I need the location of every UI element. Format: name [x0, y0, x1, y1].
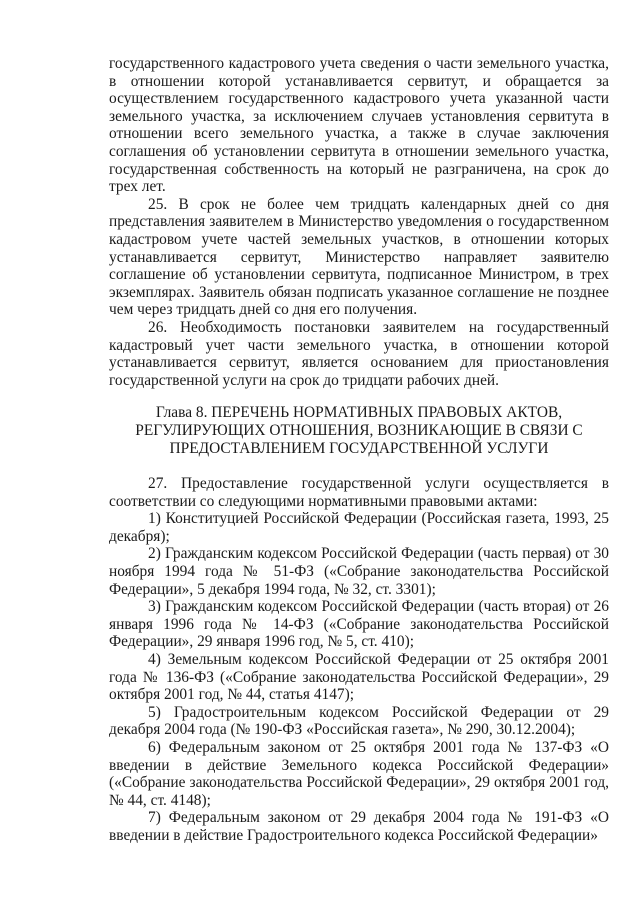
paragraph-26: 26. Необходимость постановки заявителем на государственный кадастровый учет части земельного участка, в отношении которой устанавливается сервитут, является основанием для приостановления государственной услуги на срок до тридцати рабочих дней.: [109, 318, 609, 389]
legal-act-item: 4) Земельным кодексом Российской Федерации от 25 октября 2001 года № 136-ФЗ («Собрание законодательства Российской Федерации», 29 октября 2001 год, № 44, статья 4147);: [109, 650, 609, 704]
continued-paragraph: государственного кадастрового учета сведения о части земельного участка, в отношении которой устанавливается сервитут, и обращается за осуществлением государственного кадастрового учета указанной части земельного участка, за исключением случаев установления сервитута в отношении всего земельного участка, а также в случае заключения соглашения об установлении сервитута в отношении земельного участка, государственная собственность на который не разграничена, на срок до трех лет.: [109, 55, 609, 196]
legal-act-item: 6) Федеральным законом от 25 октября 2001 года № 137-ФЗ «О введении в действие Земельного кодекса Российской Федерации» («Собрание законодательства Российской Федерации», 29 октября 2001 год, № 44, ст. 4148);: [109, 738, 609, 809]
heading-line: Глава 8. ПЕРЕЧЕНЬ НОРМАТИВНЫХ ПРАВОВЫХ АКТОВ,: [155, 404, 563, 421]
legal-act-item: 2) Гражданским кодексом Российской Федерации (часть первая) от 30 ноября 1994 года № 51-ФЗ («Собрание законодательства Российской Федерации», 5 декабря 1994 года, № 32, ст. 3301);: [109, 545, 609, 598]
paragraph-25: 25. В срок не более чем тридцать календарных дней со дня представления заявителем в Министерство уведомления о государственном кадастровом учете частей земельных участков, в отношении которых устанавливается сервитут, Министерство направляет заявителю соглашение об установлении сервитута, подписанное Министром, в трех экземплярах. Заявитель обязан подписать указанное соглашение не позднее чем через тридцать дней со дня его получения.: [109, 195, 609, 319]
chapter-8-heading: [109, 404, 609, 458]
paragraph-27: 27. Предоставление государственной услуги осуществляется в соответствии со следующими нормативными правовыми актами:: [109, 475, 609, 510]
legal-act-item: 1) Конституцией Российской Федерации (Российская газета, 1993, 25 декабря);: [109, 510, 609, 545]
heading-line: ПРЕДОСТАВЛЕНИЕМ ГОСУДАРСТВЕННОЙ УСЛУГИ: [169, 440, 549, 457]
legal-act-item: 7) Федеральным законом от 29 декабря 2004 года № 191-ФЗ «О введении в действие Градостроительного кодекса Российской Федерации»: [109, 809, 609, 844]
heading-line: РЕГУЛИРУЮЩИХ ОТНОШЕНИЯ, ВОЗНИКАЮЩИЕ В СВЯЗИ С: [135, 422, 583, 439]
legal-act-item: 5) Градостроительным кодексом Российской Федерации от 29 декабря 2004 года (№ 190-ФЗ «Российская газета», № 290, 30.12.2004);: [109, 703, 609, 739]
legal-acts-section: [109, 475, 609, 844]
opening-section: [109, 55, 609, 389]
legal-act-item: 3) Гражданским кодексом Российской Федерации (часть вторая) от 26 января 1996 года № 14-ФЗ («Собрание законодательства Российской Федерации», 29 января 1996 год, № 5, ст. 410);: [109, 598, 609, 651]
